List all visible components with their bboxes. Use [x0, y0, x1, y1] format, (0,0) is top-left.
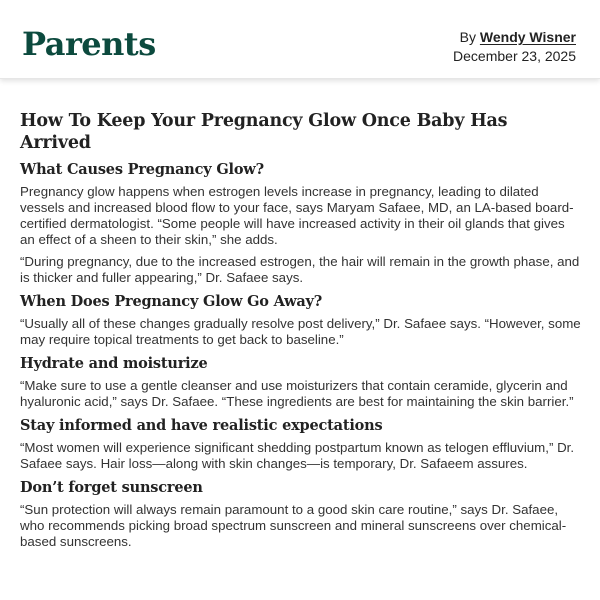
article-title: How To Keep Your Pregnancy Glow Once Baby Has Arrived [20, 111, 508, 153]
section-sunscreen [20, 478, 582, 550]
site-header [0, 0, 600, 79]
author-link[interactable]: Wendy Wisner [479, 29, 576, 45]
article-body [20, 110, 582, 556]
section-when-go-away [20, 292, 582, 348]
section-what-causes [20, 160, 582, 286]
section-heading: Don’t forget sunscreen [20, 479, 203, 496]
paragraph: “Most women will experience significant shedding postpartum known as telogen effluvium,” Dr. Safaee says. Hair loss—along with skin changes—is temporary, Dr. Safaeem assures. [20, 440, 575, 471]
paragraph: “Sun protection will always remain paramount to a good skin care routine,” says Dr. Safaee, who recommends picking broad spectrum sunscreen and mineral sunscreens over chemical-based sunscreens. [20, 502, 567, 549]
publish-date: December 23, 2025 [453, 48, 576, 64]
paragraph: “During pregnancy, due to the increased estrogen, the hair will remain in the growth phase, and is thicker and fuller appearing,” Dr. Safaee says. [20, 254, 580, 285]
by-prefix: By [459, 29, 477, 45]
section-heading: Hydrate and moisturize [20, 355, 208, 372]
section-heading: What Causes Pregnancy Glow? [20, 161, 264, 178]
section-heading: Stay informed and have realistic expectations [20, 417, 383, 434]
paragraph: Pregnancy glow happens when estrogen levels increase in pregnancy, leading to dilated vessels and increased blood flow to your face, says Maryam Safaee, MD, an LA-based board-certified dermatologist. “Some people will have increased activity in their oil glands that gives an effect of a sheen to their skin,” she adds. [20, 184, 574, 247]
byline [453, 28, 576, 66]
parents-logo[interactable]: Parents [22, 25, 156, 63]
section-stay-informed [20, 416, 582, 472]
section-hydrate [20, 354, 582, 410]
section-heading: When Does Pregnancy Glow Go Away? [20, 293, 323, 310]
paragraph: “Make sure to use a gentle cleanser and use moisturizers that contain ceramide, glycerin and hyaluronic acid,” says Dr. Safaee. “These ingredients are best for maintaining the skin barrier.” [20, 378, 574, 409]
paragraph: “Usually all of these changes gradually resolve post delivery,” Dr. Safaee says. “However, some may require topical treatments to get back to baseline.” [20, 316, 581, 347]
